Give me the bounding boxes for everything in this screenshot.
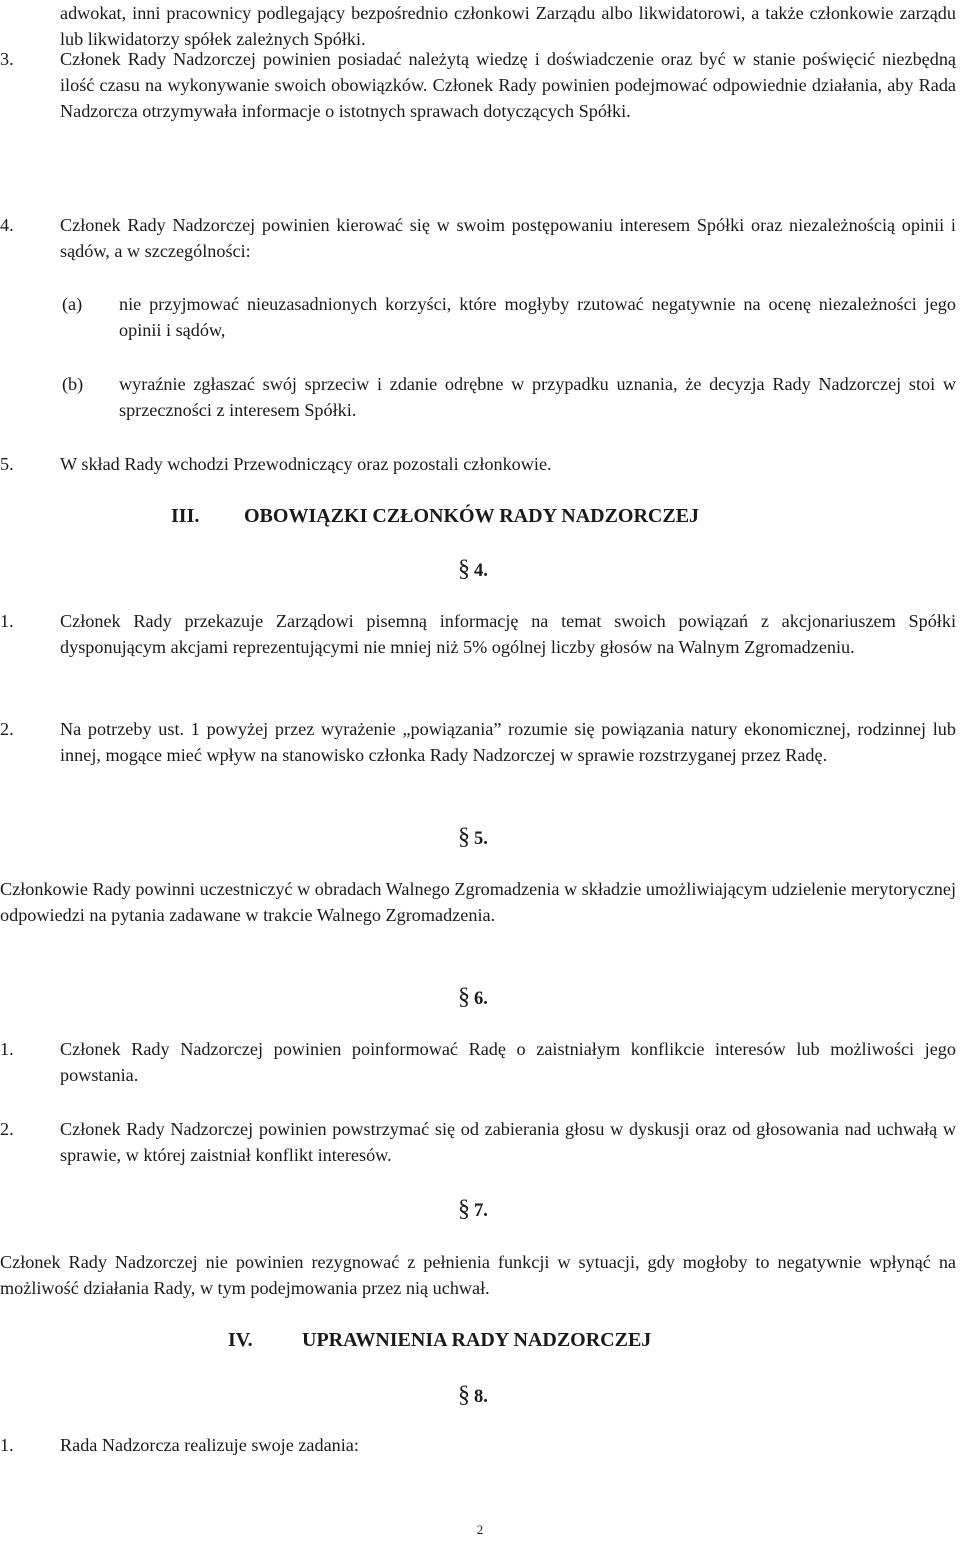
list-item <box>0 46 956 124</box>
item-number: 2. <box>0 1119 14 1139</box>
section-sign-icon: § <box>458 1196 470 1222</box>
intro-paragraph <box>0 0 956 52</box>
section-heading <box>458 1196 488 1224</box>
item-number: 1. <box>0 611 14 631</box>
section-sign-icon: § <box>458 984 470 1010</box>
section-heading <box>458 824 488 852</box>
section-number: 6. <box>474 989 488 1009</box>
item-number: 1. <box>0 1039 14 1059</box>
sub-item-label: (b) <box>62 374 84 394</box>
item-number: 1. <box>0 1435 14 1455</box>
item-text: Członek Rady przekazuje Zarządowi pisemną informację na temat swoich powiązań z akcjonariuszem Spółki dysponującym akcjami reprezentującymi nie mniej niż 5% ogólnej liczby głosów na Walnym Zgromadzeniu. <box>60 611 956 657</box>
item-text: Rada Nadzorcza realizuje swoje zadania: <box>60 1435 359 1455</box>
chapter-number: IV. <box>228 1329 253 1351</box>
section-heading <box>458 556 488 584</box>
section-heading <box>458 984 488 1012</box>
chapter-title: UPRAWNIENIA RADY NADZORCZEJ <box>302 1329 652 1351</box>
item-text: Członek Rady Nadzorczej powinien posiadać należytą wiedzę i doświadczenie oraz być w stanie poświęcić niezbędną ilość czasu na wykonywanie swoich obowiązków. Członek Rady powinien podejmować odpowiednie działania, aby Rada Nadzorcza otrzymywała informacje o istotnych sprawach dotyczących Spółki. <box>60 49 956 121</box>
item-text: Na potrzeby ust. 1 powyżej przez wyrażenie „powiązania” rozumie się powiązania natury ekonomicznej, rodzinnej lub innej, mogące mieć wpływ na stanowisko członka Rady Nadzorczej w sprawie rozstrzyganej przez Radę. <box>60 719 956 765</box>
list-item <box>0 1432 956 1458</box>
list-item <box>0 1036 956 1088</box>
chapter-title: OBOWIĄZKI CZŁONKÓW RADY NADZORCZEJ <box>244 505 700 527</box>
item-number: 3. <box>0 49 14 69</box>
paragraph-text: Członkowie Rady powinni uczestniczyć w obradach Walnego Zgromadzenia w składzie umożliwiającym udzielenie merytorycznej odpowiedzi na pytania zadawane w trakcie Walnego Zgromadzenia. <box>0 879 956 925</box>
section-number: 7. <box>474 1201 488 1221</box>
section-number: 5. <box>474 829 488 849</box>
list-item <box>0 451 956 477</box>
sub-item-text: wyraźnie zgłaszać swój sprzeciw i zdanie odrębne w przypadku uznania, że decyzja Rady Nadzorczej stoi w sprzeczności z interesem Spółki. <box>119 374 956 420</box>
sub-item <box>0 291 956 343</box>
section-number: 4. <box>474 561 488 581</box>
section-heading <box>458 1382 488 1410</box>
item-text: Członek Rady Nadzorczej powinien kierować się w swoim postępowaniu interesem Spółki oraz niezależnością opinii i sądów, a w szczególności: <box>60 215 956 261</box>
sub-item-label: (a) <box>62 294 83 314</box>
paragraph-text: Członek Rady Nadzorczej nie powinien rezygnować z pełnienia funkcji w sytuacji, gdy mogłoby to negatywnie wpłynąć na możliwość działania Rady, w tym podejmowania przez nią uchwał. <box>0 1252 956 1298</box>
item-text: Członek Rady Nadzorczej powinien poinformować Radę o zaistniałym konflikcie interesów lub możliwości jego powstania. <box>60 1039 956 1085</box>
item-number: 2. <box>0 719 14 739</box>
item-number: 4. <box>0 215 14 235</box>
section-sign-icon: § <box>458 556 470 582</box>
list-item <box>0 212 956 264</box>
item-number: 5. <box>0 454 14 474</box>
chapter-number: III. <box>171 505 200 527</box>
item-text: Członek Rady Nadzorczej powinien powstrzymać się od zabierania głosu w dyskusji oraz od głosowania nad uchwałą w sprawie, w której zaistniał konflikt interesów. <box>60 1119 956 1165</box>
section-sign-icon: § <box>458 824 470 850</box>
list-item <box>0 716 956 768</box>
sub-item <box>0 371 956 423</box>
section-number: 8. <box>474 1387 488 1407</box>
item-text: W skład Rady wchodzi Przewodniczący oraz pozostali członkowie. <box>60 454 552 474</box>
section-sign-icon: § <box>458 1382 470 1408</box>
paragraph <box>0 1249 956 1301</box>
list-item <box>0 1116 956 1168</box>
sub-item-text: nie przyjmować nieuzasadnionych korzyści, które mogłyby rzutować negatywnie na ocenę niezależności jego opinii i sądów, <box>119 294 956 340</box>
list-item <box>0 608 956 660</box>
paragraph <box>0 876 956 928</box>
intro-text: adwokat, inni pracownicy podlegający bezpośrednio członkowi Zarządu albo likwidatorowi, a także członkowie zarządu lub likwidatorzy spółek zależnych Spółki. <box>60 3 956 49</box>
page-number: 2 <box>476 1522 484 1537</box>
